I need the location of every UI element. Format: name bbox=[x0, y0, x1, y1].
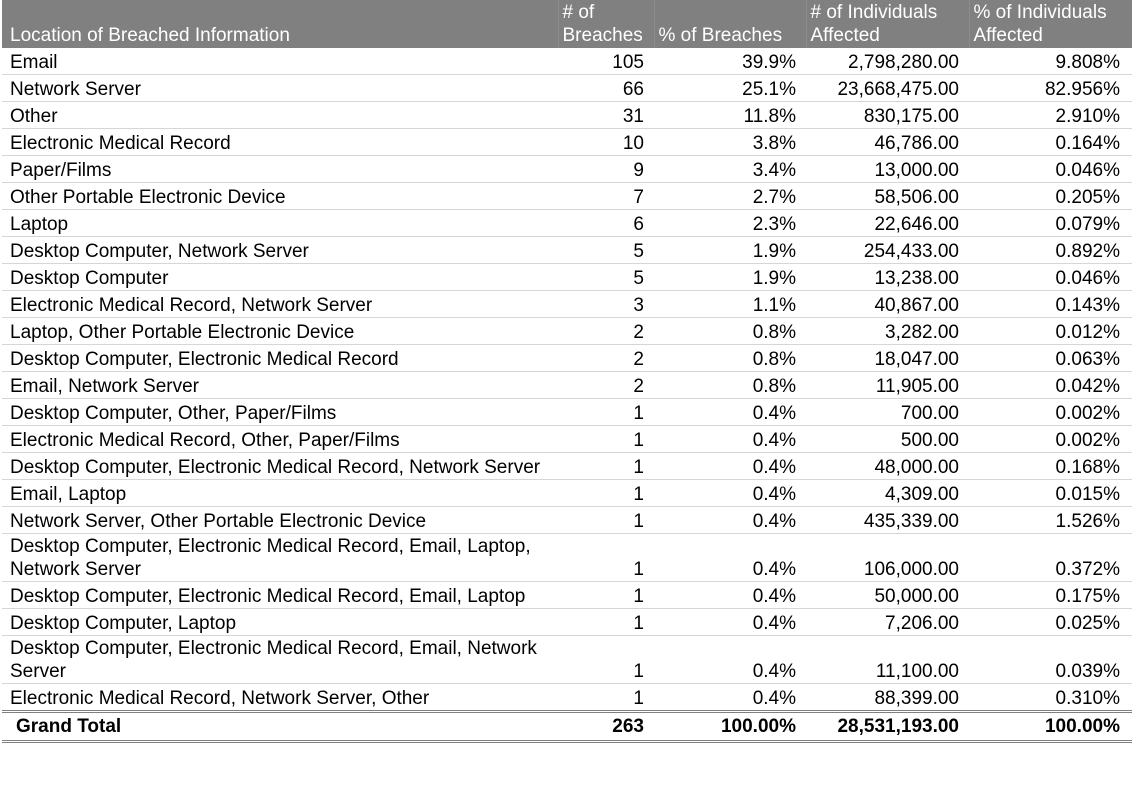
cell-pct-individuals: 0.002% bbox=[969, 426, 1132, 453]
table-row bbox=[2, 684, 1132, 712]
cell-individuals: 11,100.00 bbox=[806, 636, 969, 684]
table-row bbox=[2, 534, 1132, 582]
table-row bbox=[2, 507, 1132, 534]
cell-breaches: 1 bbox=[558, 480, 654, 507]
table-row bbox=[2, 453, 1132, 480]
cell-individuals: 4,309.00 bbox=[806, 480, 969, 507]
cell-individuals: 500.00 bbox=[806, 426, 969, 453]
cell-location: Electronic Medical Record, Other, Paper/Films bbox=[2, 426, 558, 453]
cell-individuals: 18,047.00 bbox=[806, 345, 969, 372]
cell-individuals: 58,506.00 bbox=[806, 183, 969, 210]
cell-pct-breaches: 0.8% bbox=[654, 372, 806, 399]
cell-individuals: 23,668,475.00 bbox=[806, 75, 969, 102]
cell-pct-breaches: 1.1% bbox=[654, 291, 806, 318]
table-row bbox=[2, 609, 1132, 636]
cell-individuals: 13,000.00 bbox=[806, 156, 969, 183]
cell-pct-breaches: 0.4% bbox=[654, 534, 806, 582]
cell-pct-individuals: 2.910% bbox=[969, 102, 1132, 129]
cell-location: Desktop Computer, Network Server bbox=[2, 237, 558, 264]
cell-breaches: 66 bbox=[558, 75, 654, 102]
cell-breaches: 10 bbox=[558, 129, 654, 156]
cell-breaches: 1 bbox=[558, 582, 654, 609]
cell-pct-individuals: 0.046% bbox=[969, 264, 1132, 291]
header-individuals: # of Individuals Affected bbox=[806, 0, 969, 48]
cell-breaches: 2 bbox=[558, 318, 654, 345]
cell-pct-breaches: 0.4% bbox=[654, 453, 806, 480]
cell-breaches: 2 bbox=[558, 345, 654, 372]
cell-individuals: 40,867.00 bbox=[806, 291, 969, 318]
cell-pct-individuals: 0.168% bbox=[969, 453, 1132, 480]
cell-location: Desktop Computer, Electronic Medical Record, Email, Laptop, Network Server bbox=[2, 534, 558, 582]
cell-breaches: 1 bbox=[558, 636, 654, 684]
cell-location: Desktop Computer, Electronic Medical Record bbox=[2, 345, 558, 372]
cell-pct-individuals: 1.526% bbox=[969, 507, 1132, 534]
cell-pct-individuals: 0.025% bbox=[969, 609, 1132, 636]
cell-individuals: 13,238.00 bbox=[806, 264, 969, 291]
header-row bbox=[2, 0, 1132, 48]
cell-breaches: 31 bbox=[558, 102, 654, 129]
header-pct-individuals: % of Individuals Affected bbox=[969, 0, 1132, 48]
table-row bbox=[2, 318, 1132, 345]
grand-total-pct-breaches: 100.00% bbox=[654, 712, 806, 742]
cell-pct-breaches: 0.4% bbox=[654, 582, 806, 609]
cell-breaches: 1 bbox=[558, 399, 654, 426]
cell-pct-breaches: 39.9% bbox=[654, 48, 806, 75]
header-pct-breaches: % of Breaches bbox=[654, 0, 806, 48]
cell-pct-breaches: 0.4% bbox=[654, 399, 806, 426]
cell-individuals: 830,175.00 bbox=[806, 102, 969, 129]
grand-total-breaches: 263 bbox=[558, 712, 654, 742]
cell-individuals: 48,000.00 bbox=[806, 453, 969, 480]
cell-location: Desktop Computer, Laptop bbox=[2, 609, 558, 636]
cell-pct-breaches: 11.8% bbox=[654, 102, 806, 129]
cell-pct-breaches: 0.4% bbox=[654, 609, 806, 636]
table-row bbox=[2, 399, 1132, 426]
cell-individuals: 88,399.00 bbox=[806, 684, 969, 712]
cell-pct-individuals: 0.310% bbox=[969, 684, 1132, 712]
cell-pct-breaches: 25.1% bbox=[654, 75, 806, 102]
cell-location: Electronic Medical Record bbox=[2, 129, 558, 156]
cell-pct-breaches: 0.4% bbox=[654, 684, 806, 712]
cell-pct-breaches: 0.8% bbox=[654, 345, 806, 372]
cell-breaches: 7 bbox=[558, 183, 654, 210]
cell-location: Electronic Medical Record, Network Server bbox=[2, 291, 558, 318]
cell-pct-individuals: 0.143% bbox=[969, 291, 1132, 318]
table-row bbox=[2, 582, 1132, 609]
cell-pct-individuals: 9.808% bbox=[969, 48, 1132, 75]
cell-pct-individuals: 0.205% bbox=[969, 183, 1132, 210]
cell-pct-individuals: 0.892% bbox=[969, 237, 1132, 264]
table-row bbox=[2, 156, 1132, 183]
table-row bbox=[2, 48, 1132, 75]
cell-location: Desktop Computer, Electronic Medical Record, Network Server bbox=[2, 453, 558, 480]
cell-location: Desktop Computer, Other, Paper/Films bbox=[2, 399, 558, 426]
table-row bbox=[2, 480, 1132, 507]
cell-breaches: 1 bbox=[558, 609, 654, 636]
cell-pct-breaches: 0.4% bbox=[654, 480, 806, 507]
cell-pct-breaches: 0.4% bbox=[654, 636, 806, 684]
cell-location: Network Server, Other Portable Electronic Device bbox=[2, 507, 558, 534]
table-row bbox=[2, 636, 1132, 684]
cell-pct-breaches: 0.4% bbox=[654, 426, 806, 453]
cell-breaches: 1 bbox=[558, 684, 654, 712]
cell-pct-individuals: 0.164% bbox=[969, 129, 1132, 156]
header-breaches: # of Breaches bbox=[558, 0, 654, 48]
cell-individuals: 106,000.00 bbox=[806, 534, 969, 582]
cell-breaches: 1 bbox=[558, 507, 654, 534]
table-row bbox=[2, 129, 1132, 156]
cell-individuals: 46,786.00 bbox=[806, 129, 969, 156]
table-row bbox=[2, 345, 1132, 372]
cell-location: Laptop, Other Portable Electronic Device bbox=[2, 318, 558, 345]
table-row bbox=[2, 210, 1132, 237]
header-location: Location of Breached Information bbox=[2, 0, 558, 48]
cell-location: Other Portable Electronic Device bbox=[2, 183, 558, 210]
cell-individuals: 11,905.00 bbox=[806, 372, 969, 399]
table-row bbox=[2, 102, 1132, 129]
grand-total-row bbox=[2, 712, 1132, 742]
cell-location: Email, Laptop bbox=[2, 480, 558, 507]
cell-individuals: 22,646.00 bbox=[806, 210, 969, 237]
cell-pct-individuals: 0.012% bbox=[969, 318, 1132, 345]
cell-individuals: 254,433.00 bbox=[806, 237, 969, 264]
cell-pct-breaches: 0.8% bbox=[654, 318, 806, 345]
cell-individuals: 435,339.00 bbox=[806, 507, 969, 534]
cell-breaches: 5 bbox=[558, 264, 654, 291]
cell-breaches: 105 bbox=[558, 48, 654, 75]
cell-location: Other bbox=[2, 102, 558, 129]
table-footer bbox=[2, 712, 1132, 742]
table-row bbox=[2, 183, 1132, 210]
cell-individuals: 7,206.00 bbox=[806, 609, 969, 636]
cell-pct-breaches: 0.4% bbox=[654, 507, 806, 534]
cell-location: Electronic Medical Record, Network Server, Other bbox=[2, 684, 558, 712]
cell-breaches: 9 bbox=[558, 156, 654, 183]
breach-location-table bbox=[2, 0, 1132, 743]
cell-pct-breaches: 1.9% bbox=[654, 264, 806, 291]
table-body bbox=[2, 48, 1132, 712]
table-row bbox=[2, 426, 1132, 453]
cell-breaches: 5 bbox=[558, 237, 654, 264]
table-row bbox=[2, 291, 1132, 318]
grand-total-pct-individuals: 100.00% bbox=[969, 712, 1132, 742]
cell-individuals: 2,798,280.00 bbox=[806, 48, 969, 75]
cell-breaches: 1 bbox=[558, 534, 654, 582]
cell-pct-individuals: 0.079% bbox=[969, 210, 1132, 237]
table-row bbox=[2, 75, 1132, 102]
cell-individuals: 3,282.00 bbox=[806, 318, 969, 345]
cell-pct-breaches: 2.3% bbox=[654, 210, 806, 237]
cell-location: Desktop Computer, Electronic Medical Record, Email, Laptop bbox=[2, 582, 558, 609]
cell-pct-individuals: 0.046% bbox=[969, 156, 1132, 183]
cell-location: Paper/Films bbox=[2, 156, 558, 183]
table-row bbox=[2, 237, 1132, 264]
cell-pct-individuals: 0.042% bbox=[969, 372, 1132, 399]
cell-pct-breaches: 3.4% bbox=[654, 156, 806, 183]
cell-pct-individuals: 0.372% bbox=[969, 534, 1132, 582]
grand-total-individuals: 28,531,193.00 bbox=[806, 712, 969, 742]
table-header bbox=[2, 0, 1132, 48]
cell-location: Network Server bbox=[2, 75, 558, 102]
cell-pct-individuals: 0.175% bbox=[969, 582, 1132, 609]
cell-pct-breaches: 2.7% bbox=[654, 183, 806, 210]
cell-location: Email bbox=[2, 48, 558, 75]
cell-breaches: 2 bbox=[558, 372, 654, 399]
cell-pct-individuals: 82.956% bbox=[969, 75, 1132, 102]
cell-pct-individuals: 0.063% bbox=[969, 345, 1132, 372]
cell-pct-breaches: 1.9% bbox=[654, 237, 806, 264]
cell-pct-breaches: 3.8% bbox=[654, 129, 806, 156]
cell-pct-individuals: 0.015% bbox=[969, 480, 1132, 507]
cell-individuals: 50,000.00 bbox=[806, 582, 969, 609]
cell-location: Desktop Computer bbox=[2, 264, 558, 291]
cell-breaches: 3 bbox=[558, 291, 654, 318]
grand-total-label: Grand Total bbox=[2, 712, 558, 742]
cell-breaches: 6 bbox=[558, 210, 654, 237]
cell-location: Laptop bbox=[2, 210, 558, 237]
cell-location: Desktop Computer, Electronic Medical Record, Email, Network Server bbox=[2, 636, 558, 684]
table-row bbox=[2, 264, 1132, 291]
cell-location: Email, Network Server bbox=[2, 372, 558, 399]
table-row bbox=[2, 372, 1132, 399]
cell-breaches: 1 bbox=[558, 453, 654, 480]
cell-individuals: 700.00 bbox=[806, 399, 969, 426]
cell-pct-individuals: 0.002% bbox=[969, 399, 1132, 426]
cell-breaches: 1 bbox=[558, 426, 654, 453]
cell-pct-individuals: 0.039% bbox=[969, 636, 1132, 684]
